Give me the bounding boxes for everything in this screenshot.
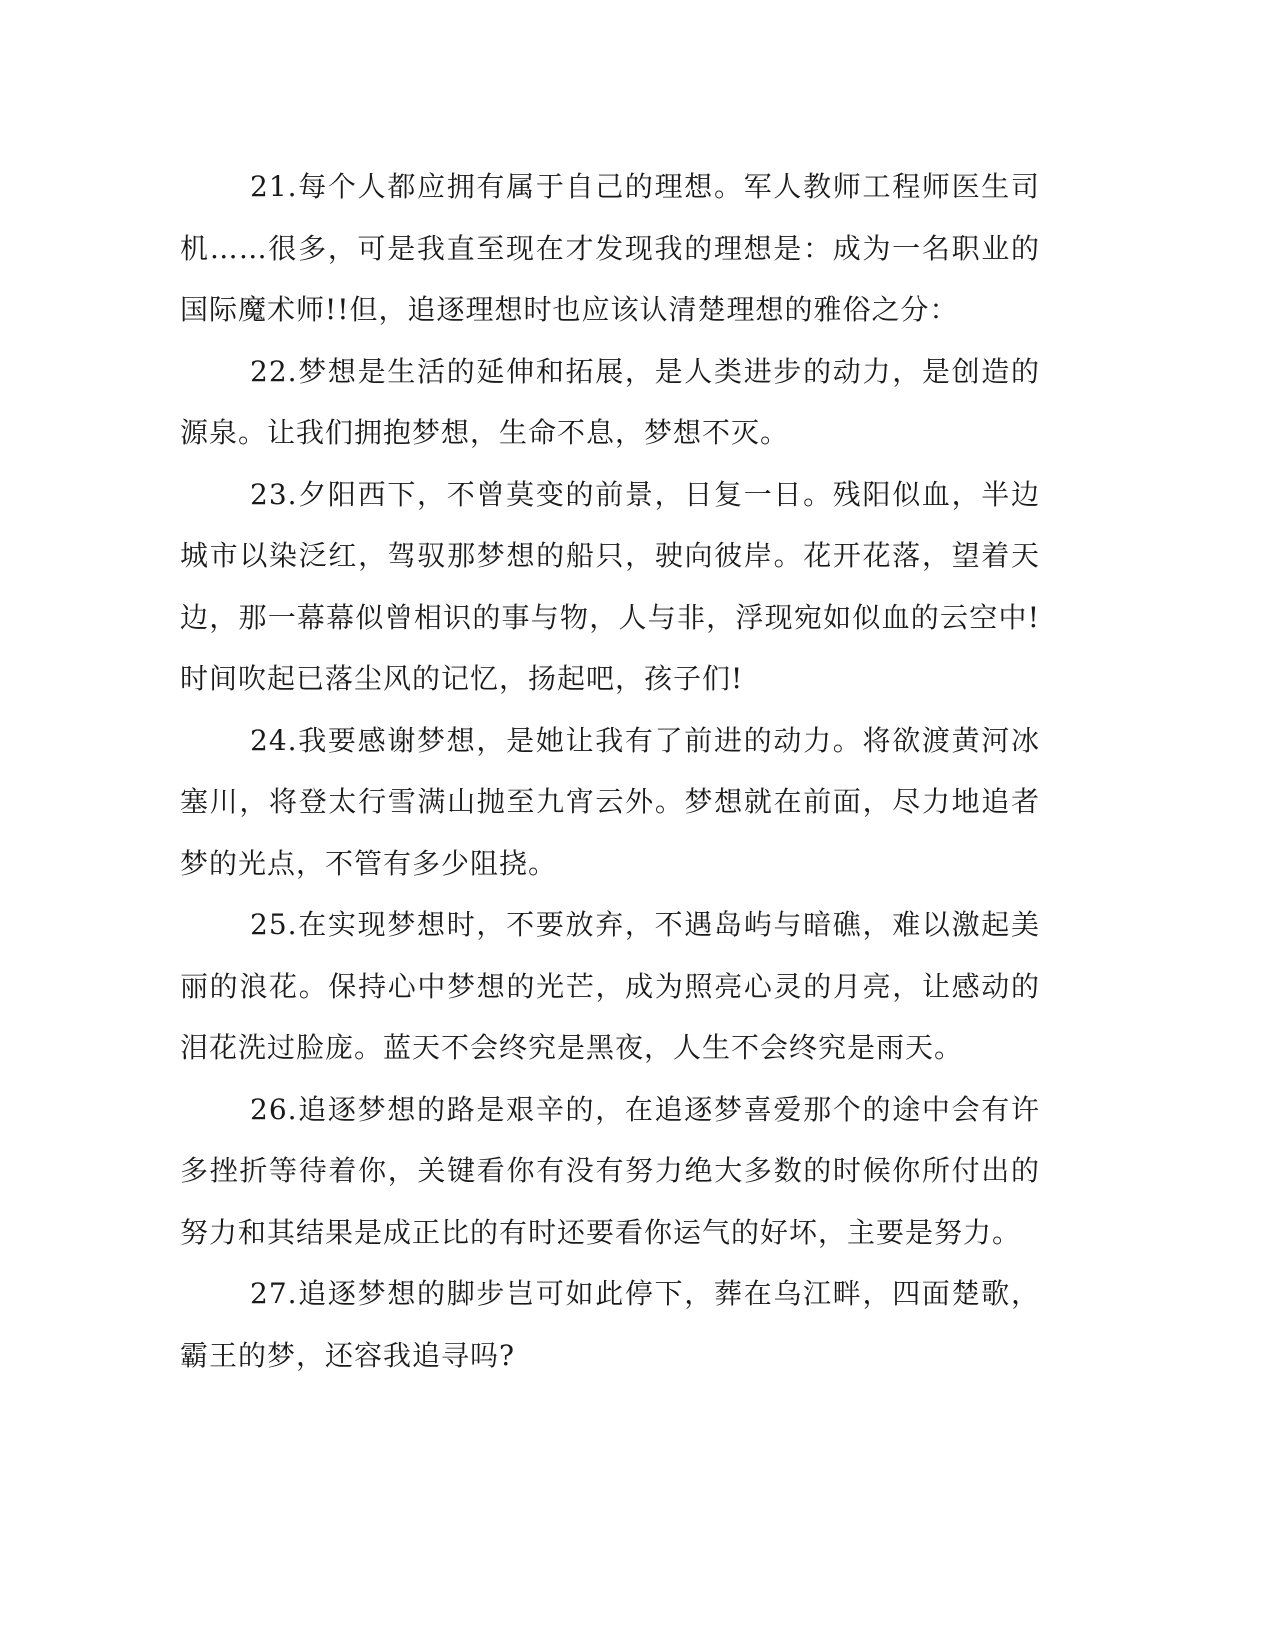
paragraph-27: 27.追逐梦想的脚步岂可如此停下，葬在乌江畔，四面楚歌，霸王的梦，还容我追寻吗? <box>180 1277 1040 1372</box>
paragraph-21: 21.每个人都应拥有属于自己的理想。军人教师工程师医生司机……很多，可是我直至现在才发现我的理想是：成为一名职业的国际魔术师!!但，追逐理想时也应该认清楚理想的雅俗之分： <box>180 170 1040 326</box>
paragraph-25: 25.在实现梦想时，不要放弃，不遇岛屿与暗礁，难以激起美丽的浪花。保持心中梦想的光芒，成为照亮心灵的月亮，让感动的泪花洗过脸庞。蓝天不会终究是黑夜，人生不会终究是雨天。 <box>180 908 1040 1064</box>
document-body <box>180 156 1040 1386</box>
paragraph-23: 23.夕阳西下，不曾莫变的前景，日复一日。残阳似血，半边城市以染泛红，驾驭那梦想的船只，驶向彼岸。花开花落，望着天边，那一幕幕似曾相识的事与物，人与非，浮现宛如似血的云空中!时间吹起已落尘风的记忆，扬起吧，孩子们! <box>180 477 1040 695</box>
paragraph-26: 26.追逐梦想的路是艰辛的，在追逐梦喜爱那个的途中会有许多挫折等待着你，关键看你有没有努力绝大多数的时候你所付出的努力和其结果是成正比的有时还要看你运气的好坏，主要是努力。 <box>180 1092 1040 1249</box>
paragraph-24: 24.我要感谢梦想，是她让我有了前进的动力。将欲渡黄河冰塞川，将登太行雪满山抛至九宵云外。梦想就在前面，尽力地追者梦的光点，不管有多少阻挠。 <box>180 723 1040 880</box>
paragraph-22: 22.梦想是生活的延伸和拓展，是人类进步的动力，是创造的源泉。让我们拥抱梦想，生命不息，梦想不灭。 <box>180 354 1040 449</box>
